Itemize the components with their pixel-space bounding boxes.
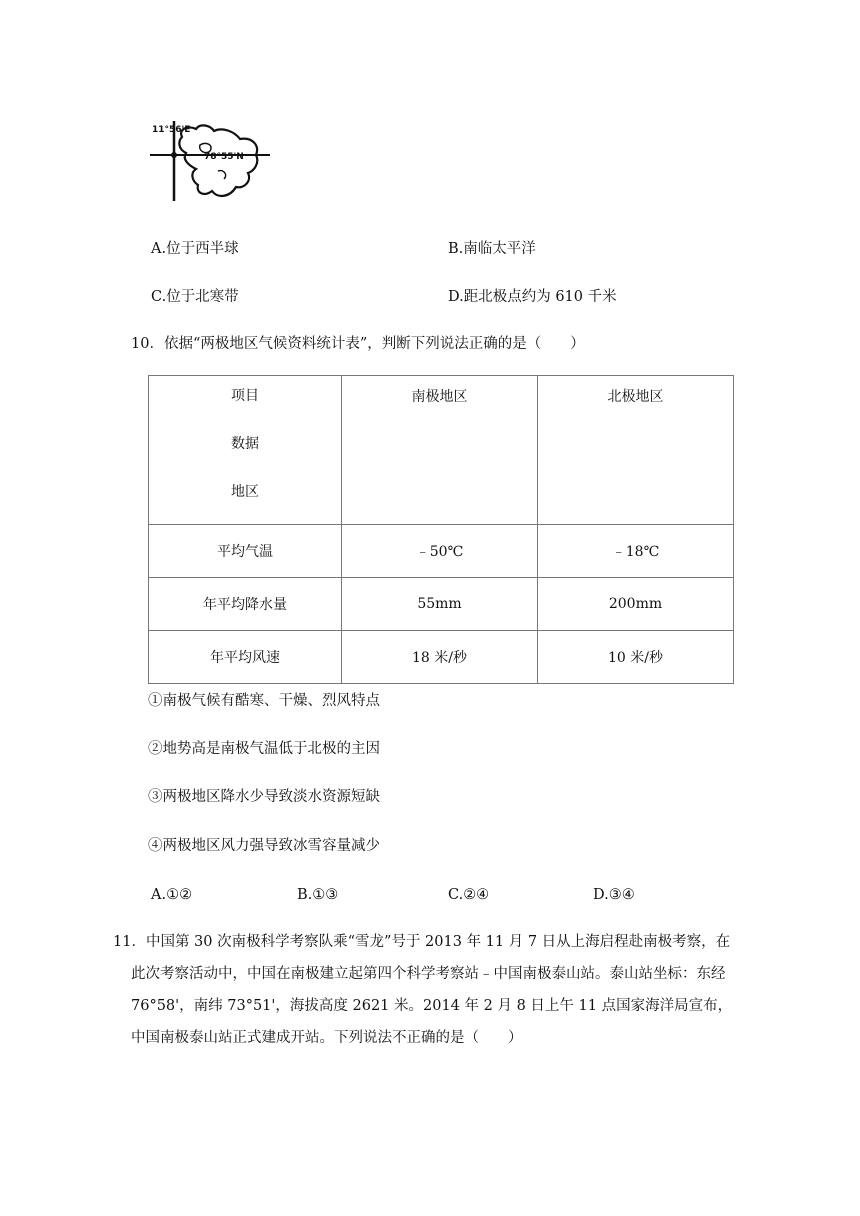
table-header-corner: 项目 数据 地区 bbox=[149, 376, 342, 525]
table-row: 年平均降水量 55mm 200mm bbox=[149, 578, 734, 631]
q10-statement-4: ④两极地区风力强导致冰雪容量减少 bbox=[148, 838, 380, 854]
q10-option-d[interactable]: D.③④ bbox=[593, 887, 635, 903]
q10-option-c[interactable]: C.②④ bbox=[448, 887, 490, 903]
q9-option-a[interactable]: A.位于西半球 bbox=[151, 241, 239, 257]
table-header-north: 北极地区 bbox=[538, 376, 734, 525]
longitude-label: 11°56'E bbox=[152, 125, 191, 135]
q10-option-b[interactable]: B.①③ bbox=[297, 887, 339, 903]
table-row: 年平均风速 18 米/秒 10 米/秒 bbox=[149, 631, 734, 684]
q10-stem: 10．依据“两极地区气候资料统计表”，判断下列说法正确的是（ ） bbox=[131, 336, 585, 352]
q9-option-d[interactable]: D.距北极点约为 610 千米 bbox=[448, 289, 617, 305]
q10-statement-2: ②地势高是南极气温低于北极的主因 bbox=[148, 741, 380, 757]
q9-option-b[interactable]: B.南临太平洋 bbox=[448, 241, 536, 257]
table-header-south: 南极地区 bbox=[342, 376, 538, 525]
q9-option-c[interactable]: C.位于北寒带 bbox=[151, 289, 239, 305]
table-row: 平均气温 ﹣50℃ ﹣18℃ bbox=[149, 525, 734, 578]
q10-option-a[interactable]: A.①② bbox=[151, 887, 193, 903]
island-map bbox=[148, 115, 276, 207]
latitude-label: 78°55'N bbox=[204, 152, 244, 162]
q10-statement-3: ③两极地区降水少导致淡水资源短缺 bbox=[148, 789, 380, 805]
climate-table bbox=[148, 375, 734, 684]
q11-stem: 11．中国第 30 次南极科学考察队乘“雪龙”号于 2013 年 11 月 7 日从上海启程赴南极考察，在此次考察活动中，中国在南极建立起第四个科学考察站﹣中国南极泰山站。泰山站坐标：东经 76°58'，南纬 73°51'，海拔高度 2621 米。2014 年 2 月 8 日上午 11 点国家海洋局宣布，中国南极泰山站正式建成开站。下列说法不正确的是（ ） bbox=[113, 934, 733, 1046]
q10-statement-1: ①南极气候有酷寒、干燥、烈风特点 bbox=[148, 693, 380, 709]
